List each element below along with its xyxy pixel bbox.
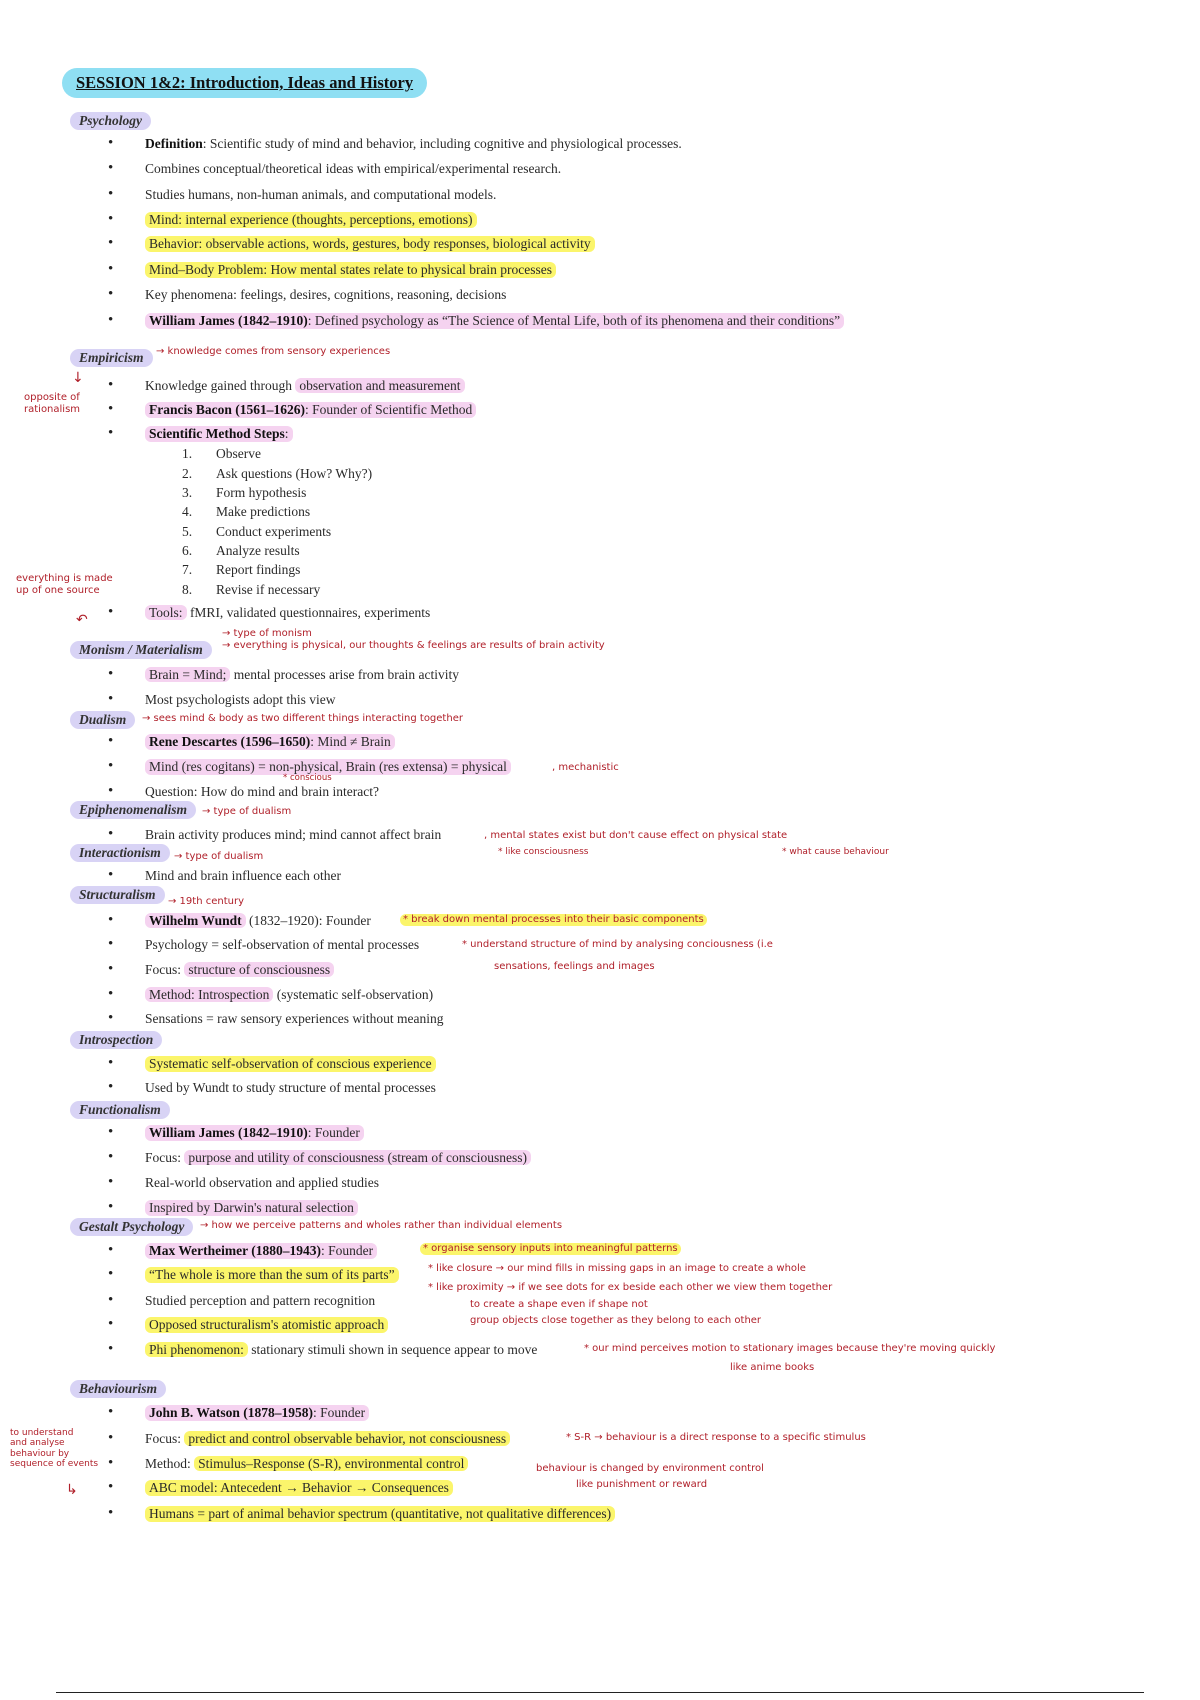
heading-behaviourism: Behaviourism xyxy=(70,1380,166,1398)
heading-introspection: Introspection xyxy=(70,1031,162,1049)
arrow-down-icon: ↓ xyxy=(72,370,84,386)
page-divider xyxy=(56,1692,1144,1693)
curved-arrow-icon: ↳ xyxy=(66,1482,78,1498)
handwritten-note: * like closure → our mind fills in missing gaps in an image to create a whole xyxy=(428,1263,806,1274)
handwritten-note: * understand structure of mind by analysing conciousness (i.e xyxy=(462,939,773,950)
handwritten-note: → 19th century xyxy=(168,896,244,907)
handwritten-note: , mental states exist but don't cause effect on physical state xyxy=(484,830,788,841)
handwritten-note: * organise sensory inputs into meaningful patterns xyxy=(420,1243,681,1255)
list-item: 6. Analyze results xyxy=(182,543,300,558)
handwritten-note: everything is made up of one source xyxy=(16,573,113,596)
list-item: 3. Form hypothesis xyxy=(182,485,307,500)
handwritten-note: * conscious xyxy=(283,773,332,783)
handwritten-note: → type of dualism xyxy=(202,806,292,817)
list-item: 2. Ask questions (How? Why?) xyxy=(182,466,373,481)
handwritten-note: → knowledge comes from sensory experiences xyxy=(156,346,391,357)
handwritten-note: , mechanistic xyxy=(552,762,619,773)
heading-dualism: Dualism xyxy=(70,711,135,729)
heading-gestalt: Gestalt Psychology xyxy=(70,1218,193,1236)
handwritten-note: * break down mental processes into their basic components xyxy=(400,914,707,926)
handwritten-note: → everything is physical, our thoughts & feelings are results of brain activity xyxy=(222,640,605,651)
handwritten-note: group objects close together as they belong to each other xyxy=(470,1315,762,1326)
heading-empiricism: Empiricism xyxy=(70,349,153,367)
handwritten-note: → sees mind & body as two different things interacting together xyxy=(142,713,463,724)
page-title: SESSION 1&2: Introduction, Ideas and History xyxy=(62,68,427,98)
handwritten-note: sensations, feelings and images xyxy=(494,961,655,972)
heading-structuralism: Structuralism xyxy=(70,886,165,904)
heading-psychology: Psychology xyxy=(70,112,151,130)
handwritten-note: behaviour is changed by environment control xyxy=(536,1463,764,1474)
handwritten-note: * S-R → behaviour is a direct response to a specific stimulus xyxy=(566,1432,866,1443)
handwritten-note: opposite of rationalism xyxy=(24,392,81,415)
curved-arrow-icon: ↶ xyxy=(76,612,88,628)
heading-functionalism: Functionalism xyxy=(70,1101,170,1119)
handwritten-note: like punishment or reward xyxy=(576,1479,708,1490)
heading-epiphenomenalism: Epiphenomenalism xyxy=(70,801,196,819)
handwritten-note: → how we perceive patterns and wholes rather than individual elements xyxy=(200,1220,563,1231)
list-item: 8. Revise if necessary xyxy=(182,582,321,597)
list-item: 5. Conduct experiments xyxy=(182,524,332,539)
handwritten-note: → type of monism xyxy=(222,628,312,639)
handwritten-note: * our mind perceives motion to stationary images because they're moving quickly xyxy=(584,1343,996,1354)
heading-monism: Monism / Materialism xyxy=(70,641,212,659)
list-item: 4. Make predictions xyxy=(182,504,311,519)
heading-interactionism: Interactionism xyxy=(70,844,170,862)
handwritten-note: * like proximity → if we see dots for ex beside each other we view them together xyxy=(428,1282,833,1293)
handwritten-note: to create a shape even if shape not xyxy=(470,1299,648,1310)
handwritten-note: → type of dualism xyxy=(174,851,264,862)
handwritten-note: * like consciousness xyxy=(498,847,589,857)
handwritten-note: like anime books xyxy=(730,1362,815,1373)
list-item: 7. Report findings xyxy=(182,562,301,577)
handwritten-note: to understand and analyse behaviour by sequence of events xyxy=(10,1428,99,1470)
list-item: 1. Observe xyxy=(182,446,261,461)
handwritten-note: * what cause behaviour xyxy=(782,847,889,857)
